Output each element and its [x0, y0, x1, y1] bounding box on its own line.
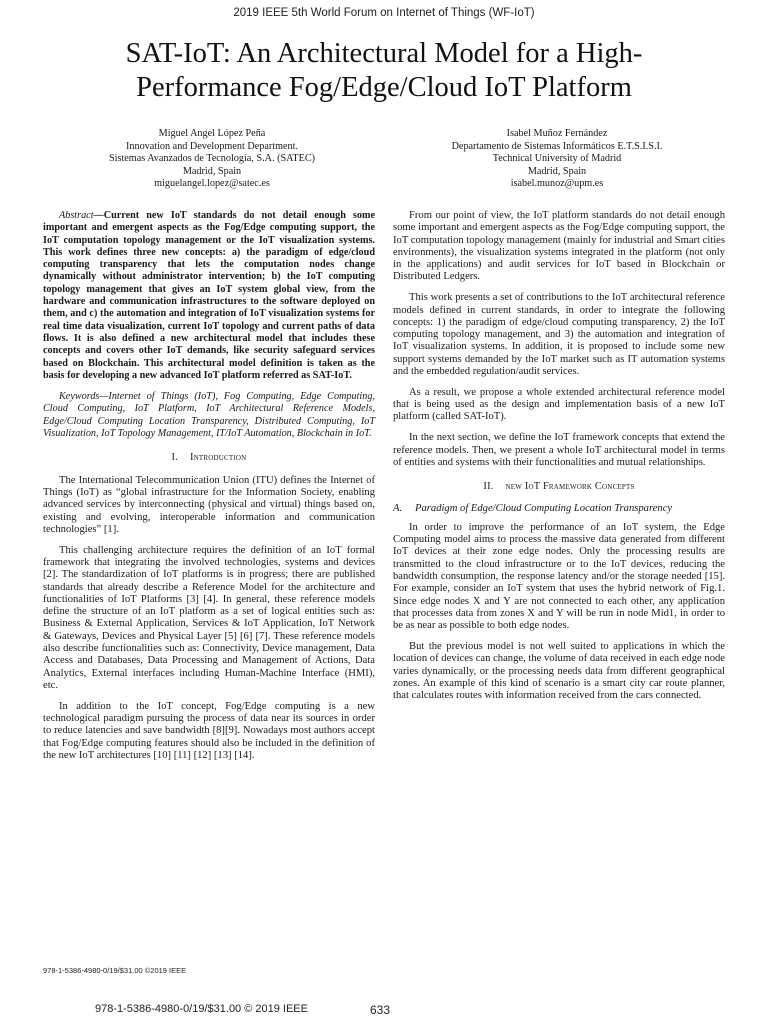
right-column: [393, 210, 725, 711]
paragraph: In order to improve the performance of an IoT system, the Edge Computing model aims to process the massive data generated from different IoT devices at their zone edge nodes. Only the processing results are transmitted to the cloud infrastructure or to the IoT devices, reducing the bandwidth consumption, the response latency and/or the storage needed [15]. For example, consider an IoT system that uses the hybrid network of Fig.1. Since edge nodes X and Y are not connected to each other, any application that processes data from zones X and Y will be run in node Mid1, in order to be as near as possible to both edge nodes.: [393, 521, 725, 632]
abstract-text: —Current new IoT standards do not detail enough some important and emergent aspects as the Fog/Edge computing support, the IoT computation topology management or the IoT visualization systems. This work defines three new concepts: a) the paradigm of edge/cloud computing transparency that lets the computation nodes change dynamically without administrator intervention; b) the IoT computing topology management that gives an IoT system global view, from the hardware and communication infrastructures to the software deployed on them, and c) the automation and integration of IoT visualization systems for real time data visualization, current IoT topology and current paths of data flows. It is also defined a new architectural model that includes these concepts and covers other IoT demands, like security safeguard services based on Blockchain. This architectural model definition is taken as the basis for developing a new advanced IoT platform referred as SAT-IoT.: [43, 210, 375, 381]
author-block-2: [412, 128, 702, 191]
section-title: Introduction: [190, 452, 247, 464]
author-affiliation: Sistemas Avanzados de Tecnología, S.A. (SATEC): [108, 153, 316, 164]
paper-title: [40, 37, 728, 105]
author-location: Madrid, Spain: [182, 165, 242, 177]
author-block-1: [67, 128, 357, 191]
paragraph: This challenging architecture requires the definition of an IoT formal framework that integrating the involved technologies, systems and devices [2]. The standardization of IoT platforms is in progress; there are published standards that already describe a Reference Model for the architecture and functionalities of IoT Platforms [3] [4]. In general, these reference models define the structure of an IoT platform as a set of logical entities such as: Business & External Application, Services & IoT Application, IoT Network & Gateways, Devices and Physical Layer [5] [6] [7]. These reference models also describe functionalities such as: Connectivity, Device management, Data Access and Databases, Data Processing and Management of Actions, Data Analytics, External interfaces including Human-Machine Interface (HMI), etc.: [43, 544, 375, 691]
subsection-number: A.: [393, 503, 403, 515]
subsection-heading: [393, 503, 725, 515]
paragraph: This work presents a set of contributions to the IoT architectural reference models defined in current standards, in order to integrate the following concepts: 1) the paradigm of edge/cloud computing transparency, 2) the IoT computing topology management, and 3) the automation and integration of IoT visualization systems. In addition, it is proposed to include some new support systems demanded by the IoT market such as IT automation systems and the embedded regulation/audit services.: [393, 292, 725, 378]
section-number: II.: [483, 481, 494, 493]
keywords-text: —Internet of Things (IoT), Fog Computing, Edge Computing, Cloud Computing, IoT Platform, IoT Architectural Reference Models, Edge/Cloud Computing Location Transparency, Distributed Computing, IoT Visualization, IoT Topology Management, IT/IoT Automation, Blockchain in IoT.: [43, 391, 375, 440]
paragraph: In addition to the IoT concept, Fog/Edge computing is a new technological paradigm pursuing the process of data near its sources in order to reduce latencies and save bandwidth [8][9]. Nowadays most authors accept that Fog/Edge computing features should also be included in the definition of the new IoT architectures [10] [11] [12] [13] [14].: [43, 700, 375, 761]
section-heading-framework-concepts: [393, 481, 725, 493]
keywords: [43, 391, 375, 440]
author-location: Madrid, Spain: [527, 165, 587, 177]
author-name: Miguel Angel López Peña: [158, 128, 266, 139]
author-name: Isabel Muñoz Fernández: [506, 128, 608, 139]
section-title: new IoT Framework Concepts: [505, 481, 635, 493]
title-line-2: Performance Fog/Edge/Cloud IoT Platform: [136, 72, 632, 103]
subsection-title: Paradigm of Edge/Cloud Computing Location Transparency: [415, 503, 673, 515]
author-email: isabel.munoz@upm.es: [510, 178, 604, 189]
copyright-notice: 978-1-5386-4980-0/19/$31.00 ©2019 IEEE: [43, 966, 187, 975]
paragraph: The International Telecommunication Union (ITU) defines the Internet of Things (IoT) as “global infrastructure for the Information Society, enabling advanced services by interconnecting (physical and virtual) things based on, existing and evolving, interoperable information and communication technologies” [1].: [43, 474, 375, 535]
section-heading-introduction: [43, 452, 375, 464]
author-email: miguelangel.lopez@satec.es: [154, 178, 270, 189]
paragraph: As a result, we propose a whole extended architectural reference model that is being used as the design and implementation basis of a new IoT platform (called SAT-IoT).: [393, 386, 725, 423]
footer-isbn: 978-1-5386-4980-0/19/$31.00 © 2019 IEEE: [95, 1003, 308, 1015]
title-line-1: SAT-IoT: An Architectural Model for a High-: [125, 38, 643, 69]
author-affiliation: Departamento de Sistemas Informáticos E.T.S.I.S.I.: [451, 140, 663, 152]
conference-header: 2019 IEEE 5th World Forum on Internet of Things (WF-IoT): [233, 7, 535, 19]
paragraph: From our point of view, the IoT platform standards do not detail enough some important and emergent aspects as the Fog/Edge computing support, the IoT computation topology management (mainly for industrial and Smart cities environments), the visualization systems integrated in the platform (not only in the applications) and audit services for IoT based in Blockchain or Distributed Ledgers.: [393, 210, 725, 283]
keywords-label: Keywords: [59, 391, 100, 403]
section-number: I.: [171, 452, 179, 464]
paragraph: But the previous model is not well suited to applications in which the location of devices can change, the volume of data received in each edge node varies dynamically, or the processing needs data from different geographical zones. An example of this kind of scenario is a smart city car route planner, that calculates routes with information received from the cars connected.: [393, 640, 725, 702]
abstract: [43, 210, 375, 382]
page-number: 633: [370, 1003, 391, 1017]
author-affiliation: Technical University of Madrid: [492, 153, 622, 164]
paragraph: In the next section, we define the IoT framework concepts that extend the reference models. Then, we present a whole IoT architectural model in terms of entities and systems with their functionalities and mutual relationships.: [393, 432, 725, 468]
author-affiliation: Innovation and Development Department.: [125, 140, 298, 152]
abstract-label: Abstract: [59, 210, 94, 221]
left-column: [43, 210, 375, 771]
